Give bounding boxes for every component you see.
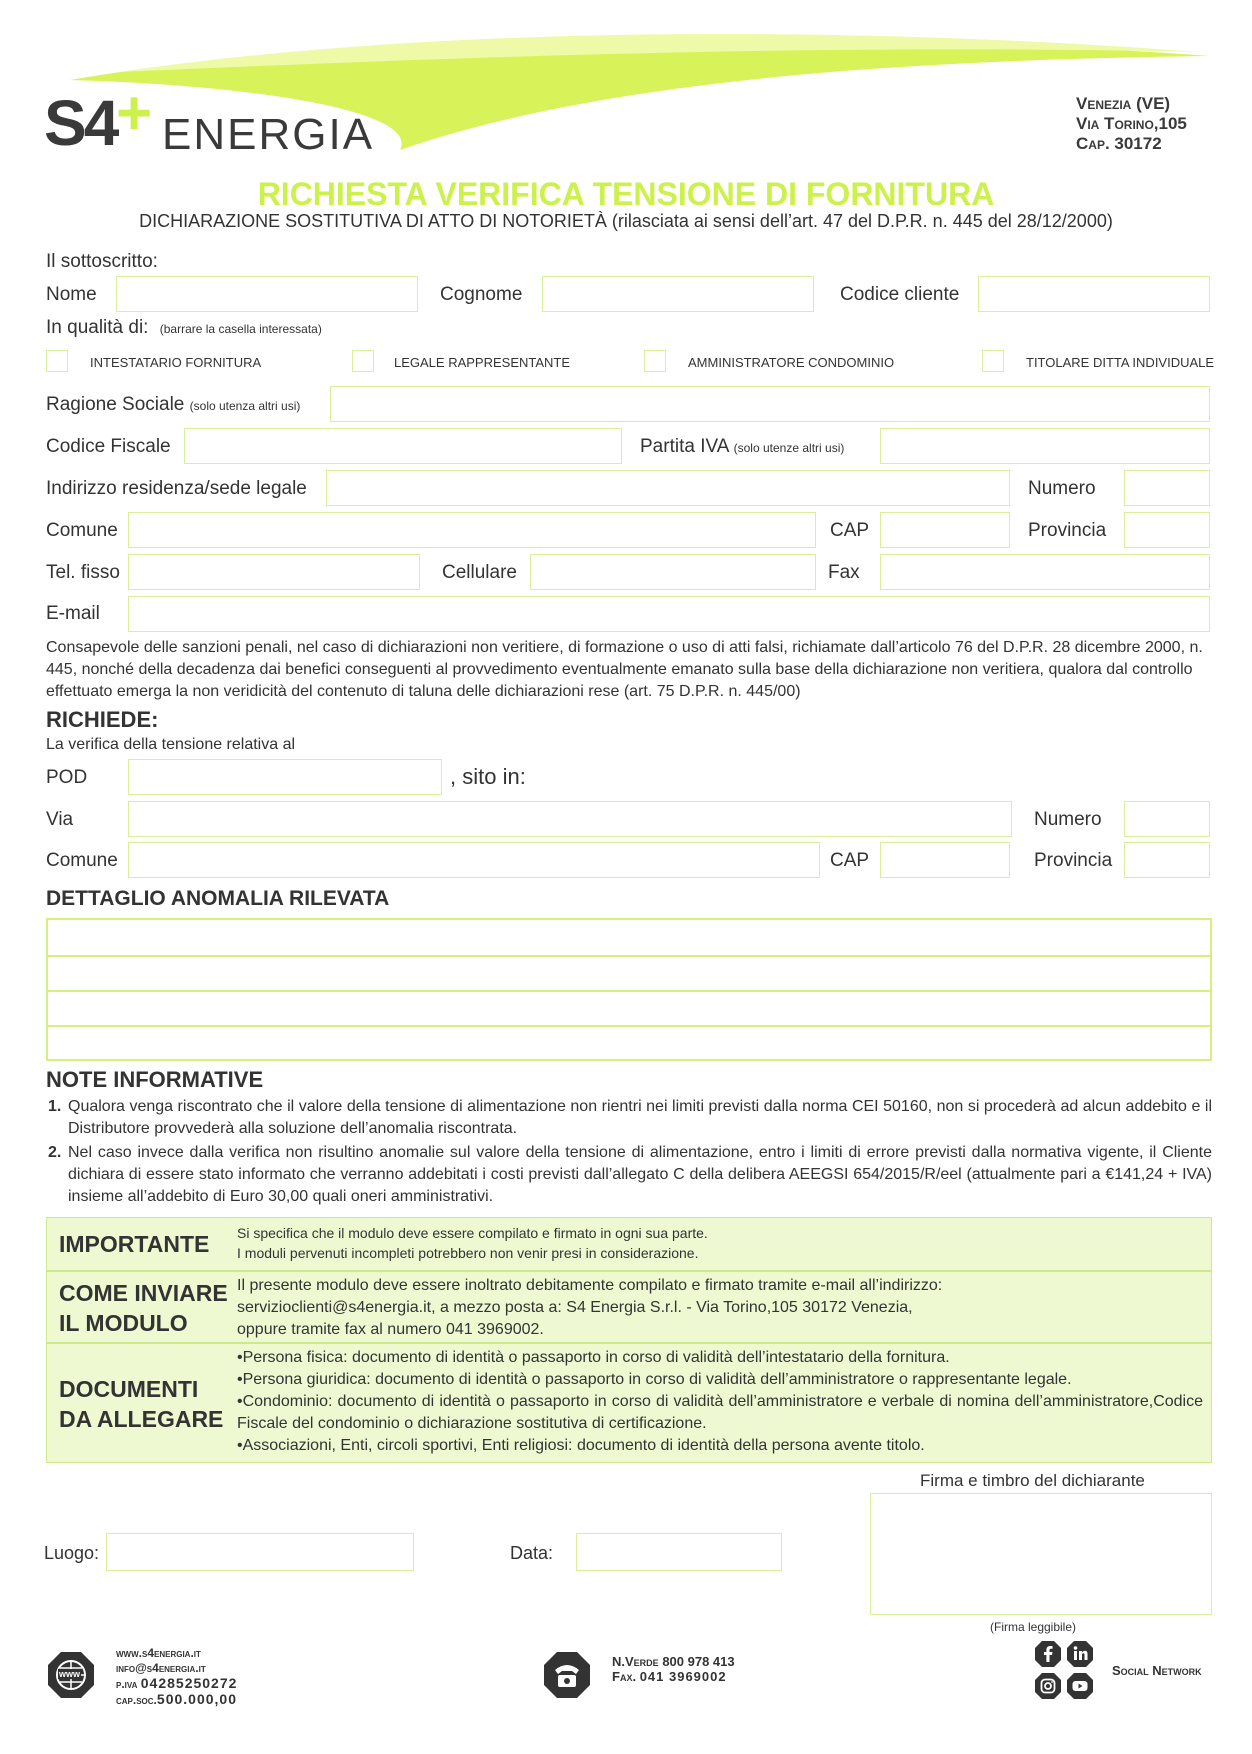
invio-heading <box>59 1278 228 1338</box>
importante-box <box>46 1217 1212 1271</box>
note-item-2 <box>46 1142 1212 1208</box>
footer-contacts <box>116 1646 237 1708</box>
invio-line: servizioclienti@s4energia.it, a mezzo posta a: S4 Energia S.r.l. - Via Torino,105 30172 Venezia, <box>237 1299 913 1316</box>
footer-fax-value: 041 3969002 <box>639 1669 727 1684</box>
numero-label: Numero <box>1028 478 1096 499</box>
anomalia-table[interactable] <box>46 918 1212 1061</box>
address-city: Venezia (VE) <box>1076 94 1171 113</box>
firma-hint: (Firma leggibile) <box>990 1620 1077 1634</box>
importante-line: Si specifica che il modulo deve essere compilato e firmato in ogni sua parte. <box>237 1225 708 1241</box>
email-field[interactable] <box>128 596 1210 632</box>
youtube-icon[interactable] <box>1066 1672 1094 1700</box>
address-cap: Cap. 30172 <box>1076 134 1162 153</box>
documenti-text <box>237 1347 1203 1457</box>
footer-capsoc <box>116 1692 237 1708</box>
tel-fisso-field[interactable] <box>128 554 420 590</box>
footer-web[interactable]: www.s4energia.it <box>116 1646 201 1660</box>
globe-icon-label: www <box>59 1669 81 1679</box>
pod-numero-label: Numero <box>1034 809 1102 830</box>
invio-line: oppure tramite fax al numero 041 3969002. <box>237 1321 544 1338</box>
note-item-1 <box>46 1096 1212 1140</box>
documenti-line: •Persona fisica: documento di identità o passaporto in corso di validità dell’intestatario della fornitura. <box>237 1349 950 1366</box>
richiede-heading: RICHIEDE: <box>46 707 159 732</box>
invio-box <box>46 1271 1212 1343</box>
codice-fiscale-field[interactable] <box>184 428 622 464</box>
pod-label: POD <box>46 767 88 788</box>
social-network-label: Social Network <box>1112 1663 1202 1678</box>
via-label: Via <box>46 809 74 830</box>
numero-field[interactable] <box>1124 470 1210 506</box>
codice-cliente-field[interactable] <box>978 276 1210 312</box>
address-street: Via Torino,105 <box>1076 114 1187 133</box>
via-field[interactable] <box>128 801 1012 837</box>
linkedin-icon[interactable] <box>1066 1640 1094 1668</box>
footer-piva <box>116 1676 237 1692</box>
company-address <box>1076 94 1187 154</box>
documenti-box <box>46 1343 1212 1463</box>
pod-provincia-field[interactable] <box>1124 842 1210 878</box>
cap-field[interactable] <box>880 512 1010 548</box>
option-intestatario: INTESTATARIO FORNITURA <box>90 355 262 370</box>
option-amministratore: AMMINISTRATORE CONDOMINIO <box>688 355 895 370</box>
option-titolare: TITOLARE DITTA INDIVIDUALE <box>1026 355 1215 370</box>
invio-heading-line: COME INVIARE <box>59 1280 228 1306</box>
pod-numero-field[interactable] <box>1124 801 1210 837</box>
documenti-heading-line: DOCUMENTI <box>59 1376 199 1402</box>
logo-mark: S4 <box>44 87 117 159</box>
invio-heading-line: IL MODULO <box>59 1310 188 1336</box>
facebook-icon[interactable] <box>1034 1640 1062 1668</box>
richiede-intro: La verifica della tensione relativa al <box>46 736 296 753</box>
cellulare-label: Cellulare <box>442 562 517 583</box>
qualita-hint: (barrare la casella interessata) <box>159 322 322 336</box>
pod-cap-label: CAP <box>830 850 870 871</box>
checkbox-legale[interactable] <box>352 350 374 372</box>
awareness-text: Consapevole delle sanzioni penali, nel caso di dichiarazioni non veritiere, di formazione o uso di atti falsi, richiamate dall’articolo 76 del D.P.R. 28 dicembre 2000, n. 445, nonché della decadenza dai benefici conseguenti al provvedimento eventualmente emanato sulla base della dichiarazione non veritiera, qualora dal controllo effettuato emerga la non veridicità del contenuto di taluna delle dichiarazioni rese (art. 75 D.P.R. n. 445/00) <box>46 639 1203 700</box>
footer-mail[interactable]: info@s4energia.it <box>116 1661 206 1675</box>
nome-label: Nome <box>46 284 97 305</box>
invio-line: Il presente modulo deve essere inoltrato debitamente compilato e firmato tramite e-mail all’indirizzo: <box>237 1277 943 1294</box>
documenti-heading-line: DA ALLEGARE <box>59 1406 224 1432</box>
codice-cliente-label: Codice cliente <box>840 284 960 305</box>
luogo-label: Luogo: <box>44 1543 100 1563</box>
verde-line <box>612 1654 735 1669</box>
checkbox-titolare[interactable] <box>982 350 1004 372</box>
codice-fiscale-label: Codice Fiscale <box>46 436 171 457</box>
documenti-heading <box>59 1374 223 1434</box>
documenti-line: •Persona giuridica: documento di identità o passaporto in corso di validità dell’amministratore o rappresentante legale. <box>237 1371 1072 1388</box>
note-text: Qualora venga riscontrato che il valore della tensione di alimentazione non rientri nei limiti previsti dalla norma CEI 50160, non si procederà ad alcun addebito e il Distributore provvederà alla soluzione dell’anomalia riscontrata. <box>68 1098 1212 1137</box>
fax-label: Fax <box>828 562 860 583</box>
qualita-text: In qualità di: <box>46 317 149 338</box>
provincia-field[interactable] <box>1124 512 1210 548</box>
partita-iva-field[interactable] <box>880 428 1210 464</box>
ragione-sociale-field[interactable] <box>330 386 1210 422</box>
instagram-icon[interactable] <box>1034 1672 1062 1700</box>
pod-provincia-label: Provincia <box>1034 850 1113 871</box>
fax-field[interactable] <box>880 554 1210 590</box>
pod-comune-label: Comune <box>46 850 118 871</box>
page-title: RICHIESTA VERIFICA TENSIONE DI FORNITURA <box>257 176 995 212</box>
documenti-line: •Condominio: documento di identità o passaporto in corso di validità dell’amministratore e verbale di nomina dell’amministratore,Codice Fiscale del condominio o dichiarazione sostitutiva di certificazione. <box>237 1393 1203 1432</box>
pod-comune-field[interactable] <box>128 842 820 878</box>
email-label: E-mail <box>46 603 100 624</box>
provincia-label: Provincia <box>1028 520 1107 541</box>
nome-field[interactable] <box>116 276 418 312</box>
importante-line: I moduli pervenuti incompleti potrebbero non venir presi in considerazione. <box>237 1245 699 1261</box>
verde-value: 800 978 413 <box>662 1654 735 1669</box>
footer-phone <box>612 1654 735 1684</box>
anomalia-row[interactable] <box>48 1025 1210 1059</box>
ragione-sociale-label <box>46 394 300 416</box>
importante-heading: IMPORTANTE <box>59 1231 210 1257</box>
ragione-sociale-hint: (solo utenza altri usi) <box>189 399 301 413</box>
anomalia-row[interactable] <box>48 955 1210 992</box>
phone-icon <box>542 1650 592 1700</box>
piva-value: 04285250272 <box>140 1675 238 1691</box>
pod-field[interactable] <box>128 759 442 795</box>
pod-cap-field[interactable] <box>880 842 1010 878</box>
anomalia-row[interactable] <box>48 990 1210 1027</box>
logo-plus: + <box>116 79 153 148</box>
cellulare-field[interactable] <box>530 554 816 590</box>
invio-text <box>237 1275 942 1341</box>
sito-label: , sito in: <box>450 764 526 789</box>
comune-field[interactable] <box>128 512 816 548</box>
checkbox-intestatario[interactable] <box>46 350 68 372</box>
firma-label: Firma e timbro del dichiarante <box>920 1471 1145 1490</box>
footer-fax-label: Fax. <box>612 1669 637 1684</box>
anomalia-row[interactable] <box>48 920 1210 957</box>
option-legale: LEGALE RAPPRESENTANTE <box>394 355 571 370</box>
page-subtitle: DICHIARAZIONE SOSTITUTIVA DI ATTO DI NOTORIETÀ (rilasciata ai sensi dell’art. 47 del D.P.R. n. 445 del 28/12/2000) <box>139 211 1113 231</box>
firma-box[interactable] <box>870 1493 1212 1615</box>
note-text: Nel caso invece dalla verifica non risultino anomalie sul valore della tensione di alimentazione, entro i limiti di errore previsti dalla normativa vigente, il Cliente dichiara di essere stato informato che verranno addebitati i costi previsti dall’allegato C della delibera AEEGSI 654/2015/R/eel (attualmente pari a €141,24 + IVA) insieme all’addebito di Euro 30,00 quali oneri amministrativi. <box>68 1144 1212 1205</box>
piva-label: p.iva <box>116 1677 138 1691</box>
note-num: 1. <box>48 1098 62 1115</box>
partita-iva-text: Partita IVA <box>640 436 729 457</box>
fax-line <box>612 1669 735 1684</box>
data-label: Data: <box>510 1543 554 1563</box>
indirizzo-field[interactable] <box>326 470 1010 506</box>
note-num: 2. <box>48 1144 62 1161</box>
verde-label: N.Verde <box>612 1654 659 1669</box>
documenti-line: •Associazioni, Enti, circoli sportivi, Enti religiosi: documento di identità della persona avente titolo. <box>237 1437 925 1454</box>
partita-iva-hint: (solo utenze altri usi) <box>733 441 845 455</box>
comune-label: Comune <box>46 520 118 541</box>
note-heading: NOTE INFORMATIVE <box>46 1067 264 1092</box>
cognome-field[interactable] <box>542 276 814 312</box>
intro-label: Il sottoscritto: <box>46 251 158 272</box>
capsoc-label: cap.soc. <box>116 1693 157 1707</box>
luogo-field[interactable] <box>106 1533 414 1571</box>
partita-iva-label <box>640 436 844 458</box>
importante-text <box>237 1223 708 1263</box>
data-field[interactable] <box>576 1533 782 1571</box>
qualita-label <box>46 317 322 339</box>
cognome-label: Cognome <box>440 284 523 305</box>
checkbox-amministratore[interactable] <box>644 350 666 372</box>
anomalia-heading: DETTAGLIO ANOMALIA RILEVATA <box>46 887 390 910</box>
tel-fisso-label: Tel. fisso <box>46 562 120 583</box>
ragione-sociale-text: Ragione Sociale <box>46 394 185 415</box>
indirizzo-label: Indirizzo residenza/sede legale <box>46 478 307 499</box>
cap-label: CAP <box>830 520 870 541</box>
logo-word: ENERGIA <box>162 110 375 159</box>
capsoc-value: 500.000,00 <box>156 1691 237 1707</box>
